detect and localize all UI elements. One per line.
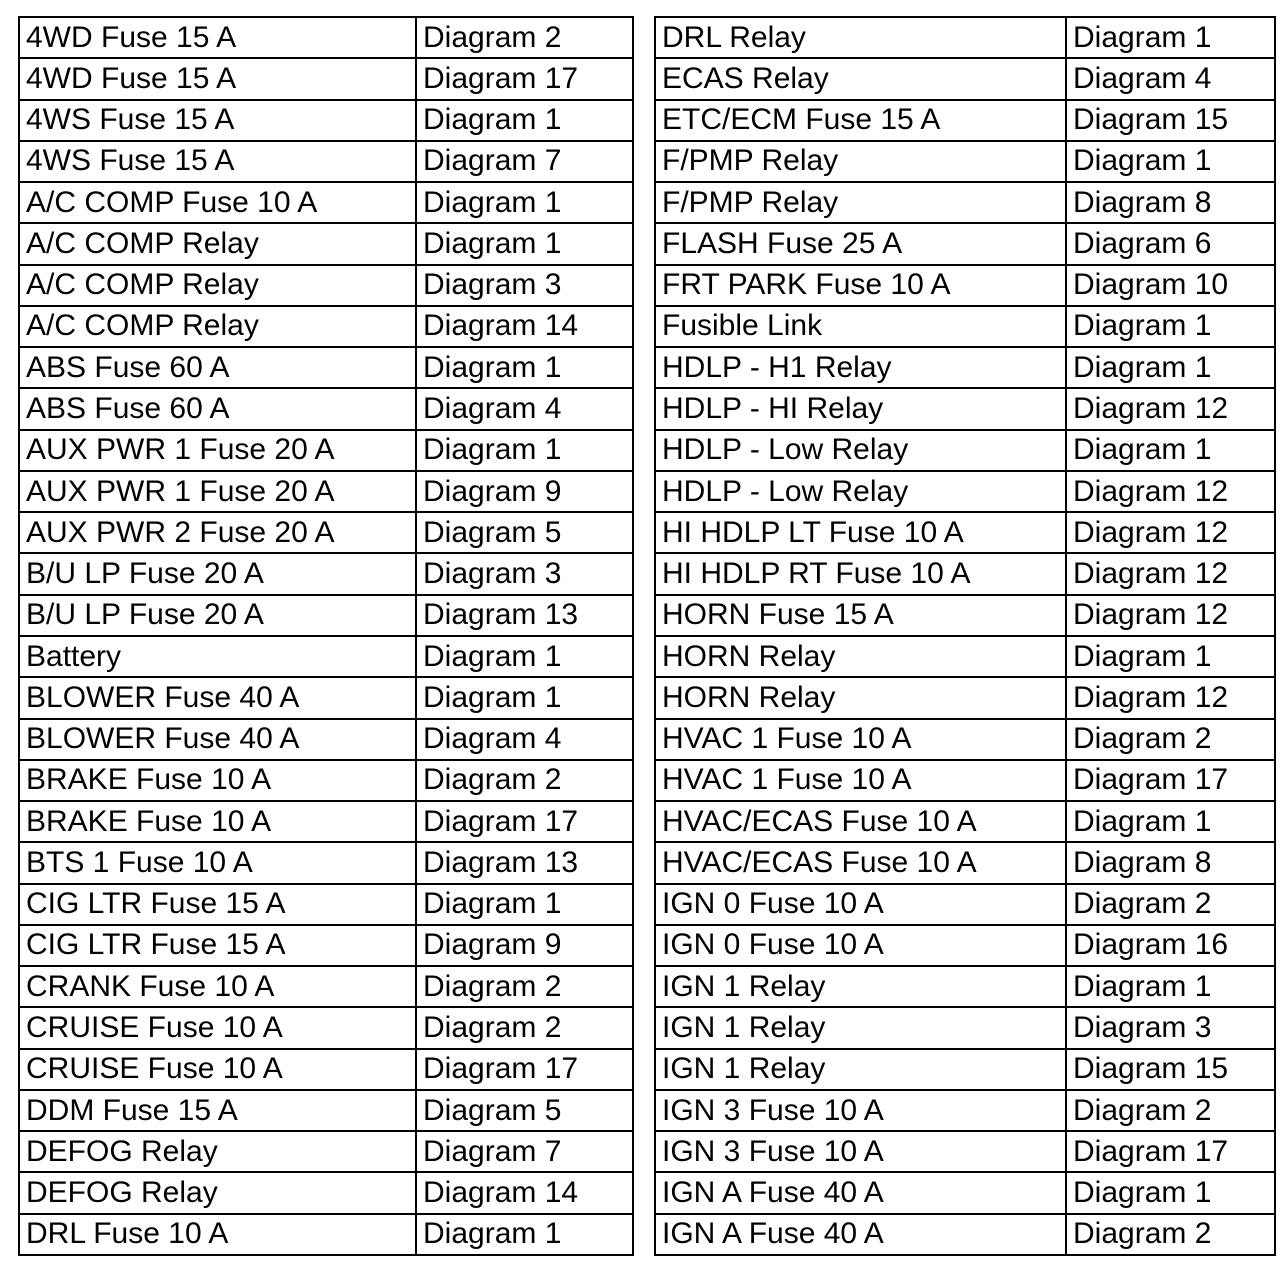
table-row — [19, 595, 633, 636]
table-row — [19, 58, 633, 99]
diagram-ref-cell: Diagram 1 — [416, 347, 633, 388]
table-row — [655, 1090, 1275, 1131]
diagram-ref-cell: Diagram 12 — [1066, 553, 1275, 594]
diagram-ref-cell: Diagram 12 — [1066, 677, 1275, 718]
diagram-ref-cell: Diagram 3 — [416, 553, 633, 594]
table-row — [655, 58, 1275, 99]
diagram-ref-cell: Diagram 2 — [1066, 1214, 1275, 1255]
component-name-cell: FRT PARK Fuse 10 A — [655, 265, 1066, 306]
table-row — [19, 1007, 633, 1048]
diagram-ref-cell: Diagram 7 — [416, 141, 633, 182]
component-name-cell: CIG LTR Fuse 15 A — [19, 884, 416, 925]
table-row — [655, 1131, 1275, 1172]
component-name-cell: ABS Fuse 60 A — [19, 347, 416, 388]
component-name-cell: AUX PWR 2 Fuse 20 A — [19, 512, 416, 553]
component-name-cell: F/PMP Relay — [655, 182, 1066, 223]
component-name-cell: IGN 3 Fuse 10 A — [655, 1131, 1066, 1172]
component-name-cell: 4WS Fuse 15 A — [19, 141, 416, 182]
component-name-cell: Fusible Link — [655, 306, 1066, 347]
table-row — [19, 17, 633, 58]
diagram-ref-cell: Diagram 9 — [416, 471, 633, 512]
table-row — [655, 141, 1275, 182]
component-name-cell: BRAKE Fuse 10 A — [19, 760, 416, 801]
table-row — [19, 306, 633, 347]
table-row — [19, 182, 633, 223]
component-name-cell: DDM Fuse 15 A — [19, 1090, 416, 1131]
diagram-ref-cell: Diagram 10 — [1066, 265, 1275, 306]
diagram-ref-cell: Diagram 2 — [416, 17, 633, 58]
table-row — [19, 553, 633, 594]
component-name-cell: HORN Relay — [655, 677, 1066, 718]
table-row — [19, 1131, 633, 1172]
diagram-ref-cell: Diagram 1 — [416, 1214, 633, 1255]
diagram-ref-cell: Diagram 14 — [416, 306, 633, 347]
table-row — [655, 1049, 1275, 1090]
component-name-cell: F/PMP Relay — [655, 141, 1066, 182]
table-row — [655, 719, 1275, 760]
component-name-cell: A/C COMP Relay — [19, 223, 416, 264]
component-name-cell: IGN 1 Relay — [655, 1007, 1066, 1048]
diagram-ref-cell: Diagram 4 — [416, 388, 633, 429]
table-row — [655, 884, 1275, 925]
diagram-ref-cell: Diagram 1 — [1066, 306, 1275, 347]
diagram-ref-cell: Diagram 7 — [416, 1131, 633, 1172]
diagram-ref-cell: Diagram 1 — [1066, 17, 1275, 58]
diagram-ref-cell: Diagram 12 — [1066, 471, 1275, 512]
component-name-cell: HVAC 1 Fuse 10 A — [655, 719, 1066, 760]
table-row — [655, 553, 1275, 594]
component-name-cell: Battery — [19, 636, 416, 677]
component-index — [18, 16, 1272, 1256]
component-name-cell: IGN 1 Relay — [655, 966, 1066, 1007]
table-row — [19, 719, 633, 760]
component-name-cell: DRL Fuse 10 A — [19, 1214, 416, 1255]
component-name-cell: BLOWER Fuse 40 A — [19, 719, 416, 760]
component-name-cell: HORN Fuse 15 A — [655, 595, 1066, 636]
table-row — [19, 265, 633, 306]
component-name-cell: HVAC/ECAS Fuse 10 A — [655, 801, 1066, 842]
diagram-ref-cell: Diagram 5 — [416, 512, 633, 553]
component-name-cell: DEFOG Relay — [19, 1131, 416, 1172]
component-name-cell: HDLP - H1 Relay — [655, 347, 1066, 388]
table-row — [19, 100, 633, 141]
component-name-cell: A/C COMP Relay — [19, 265, 416, 306]
component-name-cell: B/U LP Fuse 20 A — [19, 553, 416, 594]
component-name-cell: IGN 0 Fuse 10 A — [655, 884, 1066, 925]
diagram-ref-cell: Diagram 15 — [1066, 100, 1275, 141]
diagram-ref-cell: Diagram 13 — [416, 595, 633, 636]
component-name-cell: HVAC 1 Fuse 10 A — [655, 760, 1066, 801]
diagram-ref-cell: Diagram 2 — [1066, 719, 1275, 760]
component-name-cell: BLOWER Fuse 40 A — [19, 677, 416, 718]
diagram-ref-cell: Diagram 6 — [1066, 223, 1275, 264]
table-row — [19, 966, 633, 1007]
component-name-cell: IGN A Fuse 40 A — [655, 1172, 1066, 1213]
component-name-cell: HI HDLP RT Fuse 10 A — [655, 553, 1066, 594]
component-name-cell: 4WS Fuse 15 A — [19, 100, 416, 141]
table-row — [19, 1049, 633, 1090]
diagram-ref-cell: Diagram 12 — [1066, 388, 1275, 429]
table-row — [19, 471, 633, 512]
diagram-ref-cell: Diagram 8 — [1066, 842, 1275, 883]
component-name-cell: 4WD Fuse 15 A — [19, 17, 416, 58]
component-name-cell: ECAS Relay — [655, 58, 1066, 99]
diagram-ref-cell: Diagram 4 — [1066, 58, 1275, 99]
table-row — [655, 265, 1275, 306]
component-name-cell: DRL Relay — [655, 17, 1066, 58]
diagram-ref-cell: Diagram 14 — [416, 1172, 633, 1213]
table-row — [655, 182, 1275, 223]
diagram-ref-cell: Diagram 4 — [416, 719, 633, 760]
diagram-ref-cell: Diagram 1 — [416, 223, 633, 264]
diagram-ref-cell: Diagram 3 — [1066, 1007, 1275, 1048]
component-name-cell: CRANK Fuse 10 A — [19, 966, 416, 1007]
diagram-ref-cell: Diagram 17 — [416, 801, 633, 842]
component-name-cell: IGN 3 Fuse 10 A — [655, 1090, 1066, 1131]
diagram-ref-cell: Diagram 1 — [1066, 801, 1275, 842]
diagram-ref-cell: Diagram 1 — [1066, 141, 1275, 182]
component-name-cell: AUX PWR 1 Fuse 20 A — [19, 430, 416, 471]
component-name-cell: HI HDLP LT Fuse 10 A — [655, 512, 1066, 553]
table-row — [655, 636, 1275, 677]
diagram-ref-cell: Diagram 1 — [416, 182, 633, 223]
component-name-cell: A/C COMP Fuse 10 A — [19, 182, 416, 223]
diagram-ref-cell: Diagram 13 — [416, 842, 633, 883]
diagram-ref-cell: Diagram 12 — [1066, 512, 1275, 553]
diagram-ref-cell: Diagram 17 — [416, 1049, 633, 1090]
diagram-ref-cell: Diagram 8 — [1066, 182, 1275, 223]
table-row — [655, 966, 1275, 1007]
table-row — [19, 760, 633, 801]
component-name-cell: BRAKE Fuse 10 A — [19, 801, 416, 842]
diagram-ref-cell: Diagram 17 — [416, 58, 633, 99]
diagram-ref-cell: Diagram 3 — [416, 265, 633, 306]
table-row — [655, 223, 1275, 264]
component-name-cell: HORN Relay — [655, 636, 1066, 677]
component-name-cell: CRUISE Fuse 10 A — [19, 1049, 416, 1090]
table-row — [19, 388, 633, 429]
component-name-cell: A/C COMP Relay — [19, 306, 416, 347]
table-row — [655, 430, 1275, 471]
component-name-cell: HDLP - HI Relay — [655, 388, 1066, 429]
component-table-left — [18, 16, 634, 1256]
table-row — [19, 1172, 633, 1213]
table-row — [19, 223, 633, 264]
diagram-ref-cell: Diagram 1 — [416, 884, 633, 925]
diagram-ref-cell: Diagram 15 — [1066, 1049, 1275, 1090]
table-row — [655, 595, 1275, 636]
diagram-ref-cell: Diagram 2 — [1066, 1090, 1275, 1131]
table-row — [655, 388, 1275, 429]
diagram-ref-cell: Diagram 1 — [416, 677, 633, 718]
table-row — [19, 801, 633, 842]
table-row — [655, 925, 1275, 966]
diagram-ref-cell: Diagram 1 — [1066, 430, 1275, 471]
component-name-cell: HDLP - Low Relay — [655, 471, 1066, 512]
component-name-cell: CIG LTR Fuse 15 A — [19, 925, 416, 966]
diagram-ref-cell: Diagram 1 — [1066, 1172, 1275, 1213]
component-name-cell: IGN A Fuse 40 A — [655, 1214, 1066, 1255]
component-name-cell: CRUISE Fuse 10 A — [19, 1007, 416, 1048]
diagram-ref-cell: Diagram 2 — [416, 1007, 633, 1048]
component-name-cell: HVAC/ECAS Fuse 10 A — [655, 842, 1066, 883]
diagram-ref-cell: Diagram 1 — [416, 100, 633, 141]
table-row — [19, 347, 633, 388]
table-row — [19, 141, 633, 182]
table-row — [19, 512, 633, 553]
diagram-ref-cell: Diagram 1 — [1066, 347, 1275, 388]
table-row — [19, 430, 633, 471]
table-row — [655, 17, 1275, 58]
table-row — [19, 842, 633, 883]
column-gap — [634, 16, 654, 1256]
table-row — [655, 677, 1275, 718]
table-row — [655, 347, 1275, 388]
diagram-ref-cell: Diagram 9 — [416, 925, 633, 966]
component-name-cell: ETC/ECM Fuse 15 A — [655, 100, 1066, 141]
diagram-ref-cell: Diagram 5 — [416, 1090, 633, 1131]
component-name-cell: IGN 1 Relay — [655, 1049, 1066, 1090]
table-row — [655, 801, 1275, 842]
table-row — [655, 1172, 1275, 1213]
table-row — [19, 677, 633, 718]
diagram-ref-cell: Diagram 12 — [1066, 595, 1275, 636]
table-row — [655, 1007, 1275, 1048]
table-row — [19, 884, 633, 925]
table-row — [655, 306, 1275, 347]
component-name-cell: DEFOG Relay — [19, 1172, 416, 1213]
table-row — [655, 471, 1275, 512]
diagram-ref-cell: Diagram 1 — [416, 636, 633, 677]
diagram-ref-cell: Diagram 1 — [416, 430, 633, 471]
component-name-cell: FLASH Fuse 25 A — [655, 223, 1066, 264]
diagram-ref-cell: Diagram 2 — [416, 966, 633, 1007]
diagram-ref-cell: Diagram 2 — [416, 760, 633, 801]
diagram-ref-cell: Diagram 17 — [1066, 760, 1275, 801]
component-table-right — [654, 16, 1276, 1256]
component-name-cell: BTS 1 Fuse 10 A — [19, 842, 416, 883]
table-row — [655, 760, 1275, 801]
component-name-cell: AUX PWR 1 Fuse 20 A — [19, 471, 416, 512]
component-name-cell: ABS Fuse 60 A — [19, 388, 416, 429]
table-row — [19, 636, 633, 677]
diagram-ref-cell: Diagram 16 — [1066, 925, 1275, 966]
component-name-cell: IGN 0 Fuse 10 A — [655, 925, 1066, 966]
table-row — [19, 1214, 633, 1255]
diagram-ref-cell: Diagram 17 — [1066, 1131, 1275, 1172]
table-row — [19, 1090, 633, 1131]
component-name-cell: HDLP - Low Relay — [655, 430, 1066, 471]
table-row — [655, 100, 1275, 141]
table-row — [655, 842, 1275, 883]
diagram-ref-cell: Diagram 1 — [1066, 636, 1275, 677]
table-row — [19, 925, 633, 966]
diagram-ref-cell: Diagram 1 — [1066, 966, 1275, 1007]
diagram-ref-cell: Diagram 2 — [1066, 884, 1275, 925]
component-name-cell: B/U LP Fuse 20 A — [19, 595, 416, 636]
component-name-cell: 4WD Fuse 15 A — [19, 58, 416, 99]
table-row — [655, 1214, 1275, 1255]
table-row — [655, 512, 1275, 553]
